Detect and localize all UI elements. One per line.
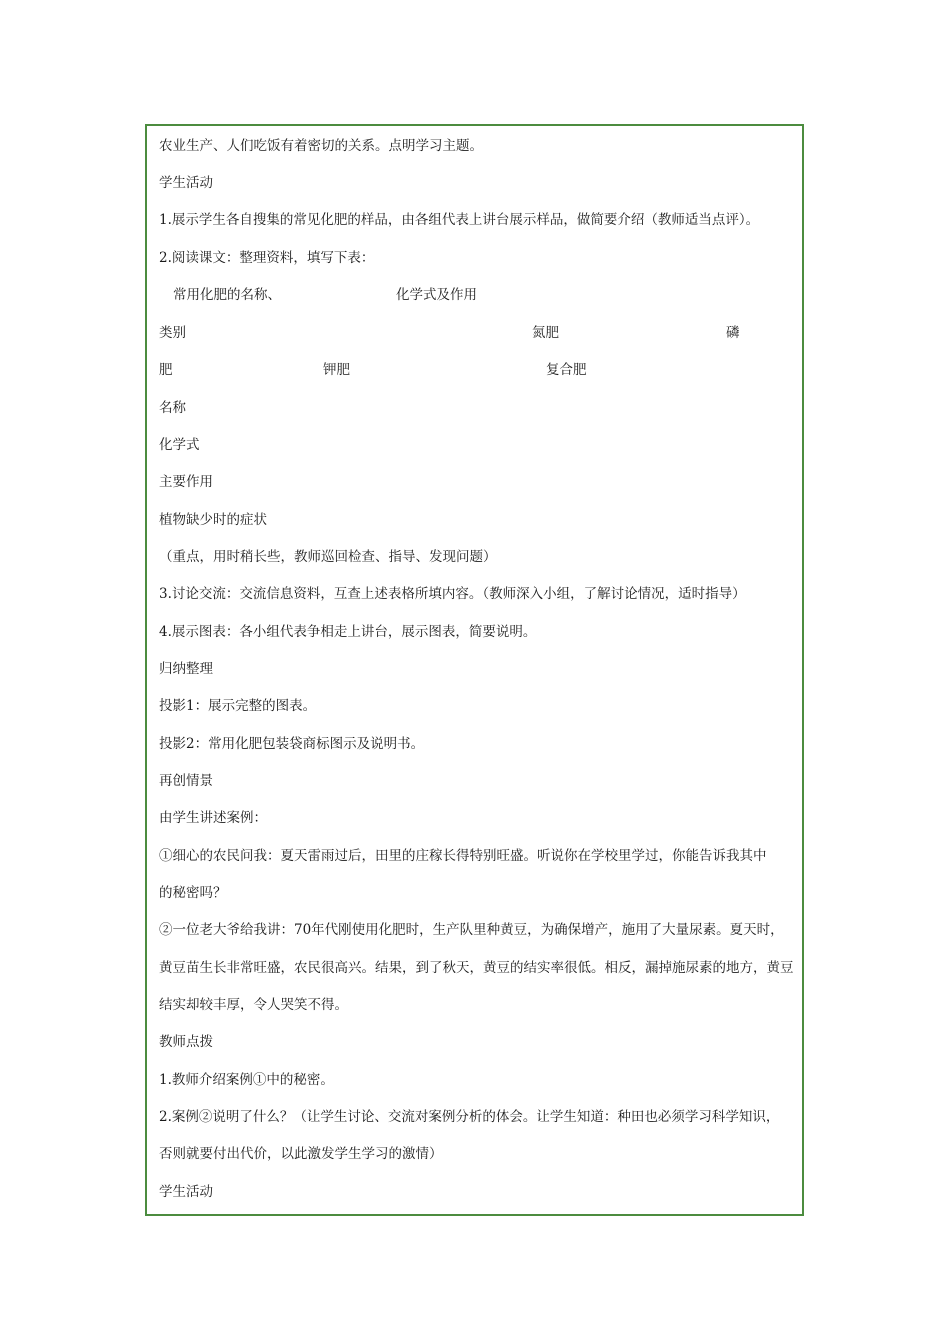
projection-1: 投影1：展示完整的图表。 [159, 698, 317, 714]
guidance-item-2-cont: 否则就要付出代价，以此激发学生学习的激情） [159, 1146, 443, 1162]
table-col-phosphorus-cont: 肥 [159, 362, 173, 378]
case-2-line-2: 黄豆苗生长非常旺盛，农民很高兴。结果，到了秋天，黄豆的结实率很低。相反，漏掉施尿素的地方，黄豆 [159, 960, 794, 976]
table-category-label: 类别 [159, 325, 186, 341]
guidance-item-1: 1.教师介绍案例①中的秘密。 [159, 1072, 334, 1088]
table-row-function: 主要作用 [159, 474, 213, 490]
table-row-name: 名称 [159, 400, 186, 416]
activity-item-1: 1.展示学生各自搜集的常见化肥的样品，由各组代表上讲台展示样品，做简要介绍（教师适当点评）。 [159, 212, 760, 228]
case-2-line-3: 结实却较丰厚，令人哭笑不得。 [159, 997, 348, 1013]
table-header-formula: 化学式及作用 [396, 287, 477, 303]
teacher-note: （重点，用时稍长些，教师巡回检查、指导、发现问题） [159, 549, 497, 565]
intro-text: 农业生产、人们吃饭有着密切的关系。点明学习主题。 [159, 138, 483, 154]
table-row-symptoms: 植物缺少时的症状 [159, 512, 267, 528]
table-col-nitrogen: 氮肥 [532, 325, 559, 341]
table-header-name: 常用化肥的名称、 [173, 287, 281, 303]
case-1-line-1: ①细心的农民问我：夏天雷雨过后，田里的庄稼长得特别旺盛。听说你在学校里学过，你能告诉我其中 [159, 848, 767, 864]
table-row-formula: 化学式 [159, 437, 200, 453]
section-heading: 再创情景 [159, 773, 213, 789]
section-heading: 归纳整理 [159, 661, 213, 677]
case-2-line-1: ②一位老大爷给我讲：70年代刚使用化肥时，生产队里种黄豆，为确保增产，施用了大量尿素。夏天时， [159, 922, 784, 938]
table-col-phosphorus: 磷 [726, 325, 740, 341]
table-col-potassium: 钾肥 [323, 362, 350, 378]
section-heading: 学生活动 [159, 1184, 213, 1200]
activity-item-4: 4.展示图表：各小组代表争相走上讲台，展示图表，简要说明。 [159, 624, 537, 640]
section-heading: 教师点拨 [159, 1034, 213, 1050]
case-1-line-2: 的秘密吗？ [159, 885, 227, 901]
lesson-content-box [145, 124, 804, 1216]
guidance-item-2: 2.案例②说明了什么？（让学生讨论、交流对案例分析的体会。让学生知道：种田也必须学习科学知识， [159, 1109, 780, 1125]
activity-item-2: 2.阅读课文：整理资料，填写下表： [159, 250, 375, 266]
section-heading: 学生活动 [159, 175, 213, 191]
projection-2: 投影2：常用化肥包装袋商标图示及说明书。 [159, 736, 425, 752]
case-intro: 由学生讲述案例： [159, 810, 267, 826]
activity-item-3: 3.讨论交流：交流信息资料，互查上述表格所填内容。（教师深入小组，了解讨论情况，适时指导） [159, 586, 746, 602]
table-col-compound: 复合肥 [546, 362, 587, 378]
